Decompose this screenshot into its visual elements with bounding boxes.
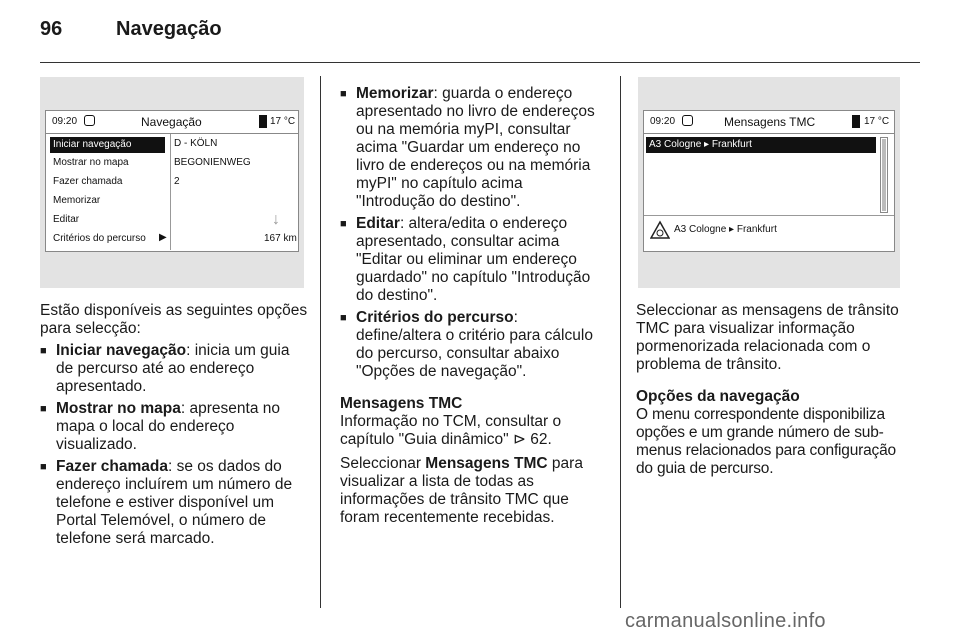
menu-item-editar[interactable]: Editar [53, 214, 80, 225]
list-item: ■ Iniciar navegação: inicia um guia de percurso até ao endereço apresentado. [40, 342, 308, 396]
scrollbar-thumb[interactable] [882, 139, 886, 211]
arrow-down-icon: ↓ [272, 211, 280, 228]
address-number: 2 [174, 176, 180, 187]
page-number: 96 [40, 18, 63, 40]
paragraph: O menu correspondente disponibiliza opções e um grande número de sub-menus relacionados para configuração do guia de percurso. [636, 406, 896, 477]
clock-time: 09:20 [650, 116, 676, 127]
column-2 [340, 85, 604, 527]
list-item: ■ Editar: altera/edita o endereço apresentado, consultar acima "Editar ou eliminar um endereço guardado" no capítulo "Introdução do destino". [340, 215, 604, 305]
address-city: D - KÖLN [174, 138, 218, 149]
menu-item-fazer-chamada[interactable]: Fazer chamada [53, 176, 123, 187]
menu-item-iniciar-navegacao[interactable]: Iniciar navegação [50, 137, 165, 153]
section-heading-tmc: Mensagens TMC [340, 395, 463, 412]
tmc-message-detail: A3 Cologne ▸ Frankfurt [674, 224, 777, 235]
distance-readout: 167 km [264, 233, 297, 244]
list-item: ■ Critérios do percurso: define/altera o critério para cálculo do percurso, consultar abaixo "Opções de navegação". [340, 309, 604, 381]
scrollbar[interactable] [880, 137, 888, 213]
temperature: 17 °C [864, 116, 890, 127]
list-item: ■ Memorizar: guarda o endereço apresentado no livro de endereços ou na memória myPI, consultar acima "Guardar um endereço no livro de endereços ou na memória myPI" no capítulo acima "Introdução do destino". [340, 85, 604, 211]
page-title: Navegação [116, 18, 222, 40]
header-rule [40, 62, 920, 63]
address-street: BEGONIENWEG [174, 157, 251, 168]
screen-title: Mensagens TMC [724, 115, 816, 129]
watermark: carmanualsonline.info [625, 610, 826, 632]
phone-icon [259, 115, 267, 128]
paragraph: Seleccionar Mensagens TMC para visualizar a lista de todas as informações de trânsito TMC que foram recentemente recebidas. [340, 455, 583, 526]
paragraph: Informação no TCM, consultar o capítulo "Guia dinâmico" ⊳ 62. [340, 413, 562, 448]
column-1 [40, 302, 308, 548]
temperature: 17 °C [270, 116, 296, 127]
list-item: ■ Fazer chamada: se os dados do endereço incluírem um número de telefone e estiver disponível um Portal Telemóvel, o número de telefone será marcado. [40, 458, 308, 548]
screen-title-bar [46, 111, 298, 134]
screen-title: Navegação [141, 115, 202, 129]
navigation-screenshot [40, 77, 304, 288]
warning-triangle-icon [650, 220, 670, 240]
menu-item-memorizar[interactable]: Memorizar [53, 195, 101, 206]
list-item: ■ Mostrar no mapa: apresenta no mapa o local do endereço visualizado. [40, 400, 308, 454]
column-divider-1 [320, 76, 321, 608]
tmc-list-item-selected[interactable]: A3 Cologne ▸ Frankfurt [646, 137, 876, 153]
clock-time: 09:20 [52, 116, 78, 127]
intro-text: Estão disponíveis as seguintes opções para selecção: [40, 302, 308, 337]
clock-icon [682, 115, 693, 126]
chevron-right-icon: ▶ [159, 232, 167, 243]
column-divider-2 [620, 76, 621, 608]
menu-item-mostrar-no-mapa[interactable]: Mostrar no mapa [53, 157, 129, 168]
menu-item-criterios-do-percurso[interactable]: Critérios do percurso [53, 233, 146, 244]
tmc-screenshot [638, 77, 900, 288]
section-heading-options: Opções da navegação [636, 388, 800, 405]
clock-icon [84, 115, 95, 126]
screen-divider [170, 134, 171, 250]
phone-icon [852, 115, 860, 128]
paragraph: Seleccionar as mensagens de trânsito TMC para visualizar informação pormenorizada relacionada com o problema de trânsito. [636, 302, 899, 373]
screen-divider [644, 215, 894, 216]
column-3 [636, 302, 902, 478]
screen-title-bar [644, 111, 894, 134]
